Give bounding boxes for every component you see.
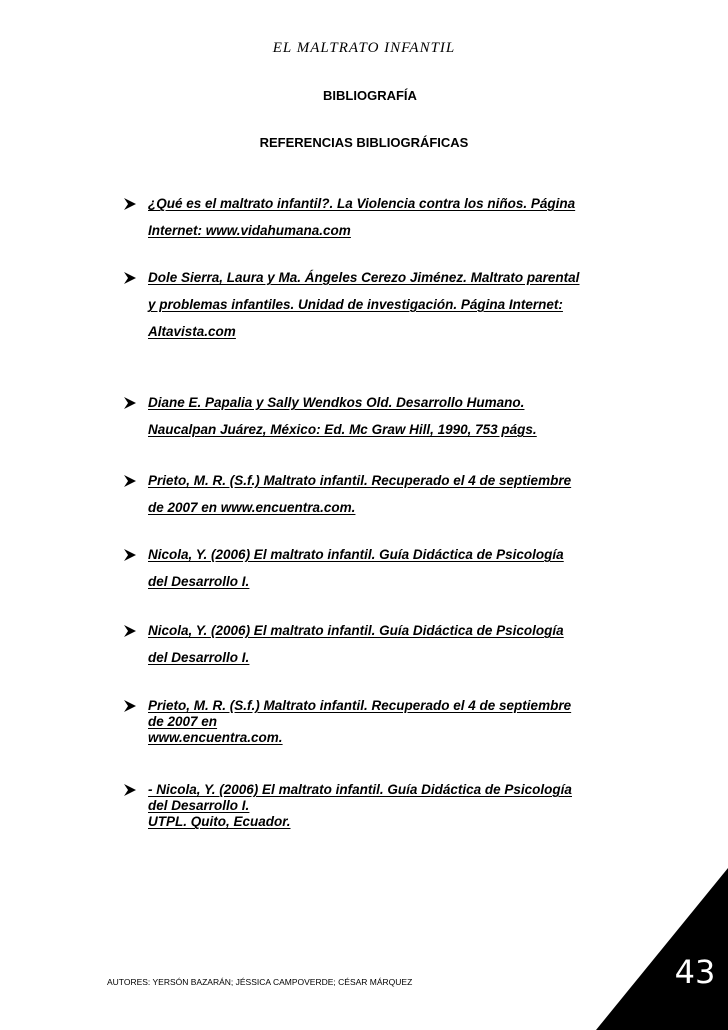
reference-line: del Desarrollo I. (148, 650, 250, 665)
reference-line: del Desarrollo I. (148, 798, 250, 813)
section-title: BIBLIOGRAFÍA (323, 88, 417, 103)
reference-line: - Nicola, Y. (2006) El maltrato infantil. Guía Didáctica de Psicología (148, 782, 572, 797)
reference-line: y problemas infantiles. Unidad de investigación. Página Internet: (148, 297, 563, 312)
footer-authors: AUTORES: YERSÓN BAZARÁN; JÉSSICA CAMPOVERDE; CÉSAR MÁRQUEZ (107, 977, 413, 987)
reference-line: ¿Qué es el maltrato infantil?. La Violencia contra los niños. Página (148, 196, 576, 211)
reference-line: Nicola, Y. (2006) El maltrato infantil. Guía Didáctica de Psicología (148, 623, 564, 638)
reference-line: Prieto, M. R. (S.f.) Maltrato infantil. Recuperado el 4 de septiembre (148, 473, 572, 488)
reference-line: Internet: www.vidahumana.com (148, 223, 351, 238)
running-header: EL MALTRATO INFANTIL (272, 40, 456, 56)
reference-line: Altavista.com (148, 324, 236, 339)
reference-line: Prieto, M. R. (S.f.) Maltrato infantil. Recuperado el 4 de septiembre (148, 698, 572, 713)
reference-line: www.encuentra.com. (148, 730, 283, 745)
reference-line: Naucalpan Juárez, México: Ed. Mc Graw Hill, 1990, 753 págs. (148, 422, 537, 437)
reference-line: Diane E. Papalia y Sally Wendkos Old. Desarrollo Humano. (148, 395, 525, 410)
reference-line: de 2007 en www.encuentra.com. (148, 500, 356, 515)
subsection-title: REFERENCIAS BIBLIOGRÁFICAS (259, 135, 469, 150)
page-number: 43 (674, 953, 716, 991)
reference-line: de 2007 en (148, 714, 218, 729)
reference-line: Nicola, Y. (2006) El maltrato infantil. Guía Didáctica de Psicología (148, 547, 564, 562)
reference-line: del Desarrollo I. (148, 574, 250, 589)
reference-line: Dole Sierra, Laura y Ma. Ángeles Cerezo Jiménez. Maltrato parental (148, 270, 580, 285)
reference-line: UTPL. Quito, Ecuador. (148, 814, 291, 829)
